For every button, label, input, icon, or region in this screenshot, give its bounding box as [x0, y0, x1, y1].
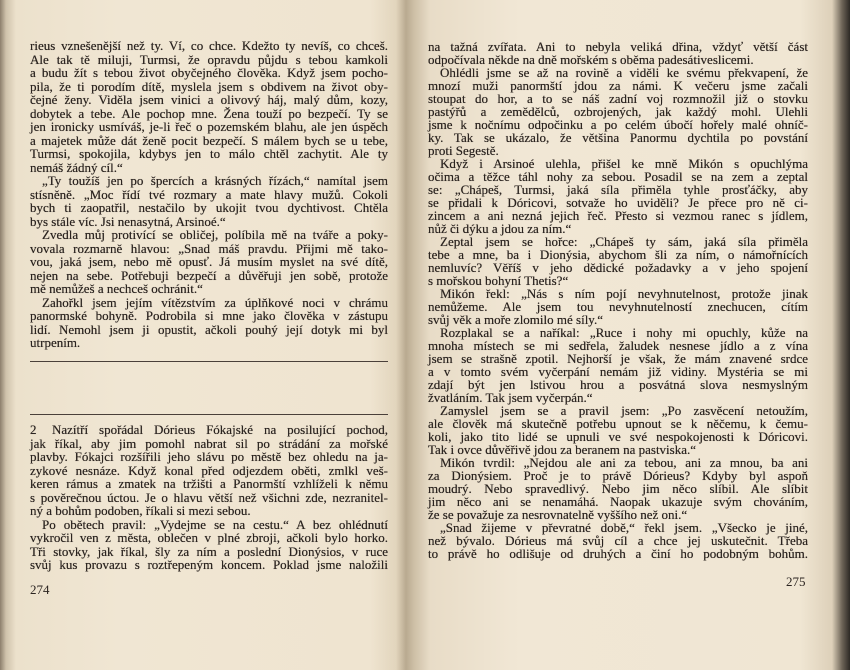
text-line: jen ironicky usmíváš, je-li řeč o pozemském blahu, ale jen úspěch [30, 119, 388, 134]
text-line: Zahořkl jsem jejím vítězstvím za úplňkové noci v chrámu [42, 294, 388, 310]
text-line: vovala rozmarně hlavou: „Snad máš pravdu. Přijmi mě tako- [30, 240, 388, 256]
text-line: Mikón řekl: „Nás s ním pojí nevyhnutelnost, protože jinak [440, 286, 808, 301]
right-page-text [428, 40, 808, 560]
text-line: utrpením. [30, 335, 81, 350]
paragraph [30, 296, 388, 350]
page-number-left: 274 [30, 582, 50, 597]
text-line: s mořskou bohyní Thetis?“ [428, 273, 569, 288]
text-line: keren rámus a zmatek na tržišti a Panormští vzhlíželi k němu [30, 476, 388, 491]
text-line: Rozplakal se a naříkal: „Ruce i nohy mi opuchly, kůže na [440, 325, 808, 340]
text-line: zykové nesnáze. Když konal před odjezdem oběti, zmlkl veš- [30, 462, 388, 478]
paragraph [30, 39, 388, 174]
text-line: stísněně. „Moc řídí tvé rozmary a mate hlavy mužů. Cokoli [30, 186, 388, 202]
text-line: se přidali k Dóricovi, sotvaže ho uviděli? Je přece pro ně ci- [428, 195, 808, 210]
left-page-top-text [30, 39, 388, 350]
text-line: „Ty toužíš jen po špercích a krásných řízách,“ namítal jsem [42, 173, 388, 188]
text-line: Zamyslel jsem se a pravil jsem: „Po zasvěcení netoužím, [440, 403, 808, 418]
text-line: se: „Chápeš, Turmsi, jaká síla přiměla tyhle prosťáčky, aby [428, 182, 808, 197]
text-line: panormské bohyně. Podrobila si mne jako člověka v zástupu [30, 308, 388, 323]
text-line: žvatláním. Tak jsem vyčerpán.“ [428, 390, 593, 405]
paragraph [428, 404, 808, 456]
text-line: svůj věk a moře zlomilo mé síly.“ [428, 312, 603, 327]
text-line: zdají být jen lstivou hrou a posvátná slova nesmyslným [428, 377, 808, 392]
paragraph [428, 326, 808, 404]
paragraph [428, 235, 808, 287]
paragraph [30, 228, 388, 296]
text-line: moudrý. Nebo spravedlivý. Nebo jim něco slíbil. Ale slíbit [428, 481, 808, 496]
text-line: pastýřů a zemědělců, ozbrojených, jak každý mohl. Ulehli [428, 104, 808, 119]
text-line: za Dionýsiem. Proč je to právě Dórieus? Kdyby byl aspoň [428, 468, 808, 483]
text-line: koli, jako tito lidé se upnuli ve své nespokojenosti k Dóricovi. [428, 429, 808, 444]
text-line: bych ti zaopatřil, nestačilo by ukojit tvou dychtivost. Chtěla [30, 200, 388, 215]
text-line: nůž či dýku a jdou za ním.“ [428, 221, 572, 236]
text-line: Ale tak tě miluji, Turmsi, že opravdu půjdu s tebou kamkoli [30, 51, 388, 67]
text-line: ky. Tak se ukázalo, že většina Panormu dychtila po povstání [428, 130, 808, 145]
text-line: mě nemůžeš a nechceš ochránit.“ [30, 281, 203, 296]
text-line: Turmsi, spokojila, kdybys jen to málo chtěl zachytit. Ale ty [30, 146, 388, 161]
text-line: ale člověk má skutečně potřebu upnout se k něčemu, k čemu- [428, 416, 808, 431]
text-line: než bývalo. Dórieus má svůj cíl a chce jej uskutečnit. Třeba [428, 533, 808, 548]
text-line: jsme k nočnímu odpočinku a po celém úbočí hořely malé ohníč- [428, 117, 808, 132]
text-line: Tak i ovce důvěřivě jdou za beranem na pastviska.“ [428, 442, 697, 457]
section-divider-top [30, 361, 388, 362]
paragraph [30, 174, 388, 228]
text-line: mnoha místech se mi sedřela, žaludek nesnese jídlo a z vína [428, 338, 808, 353]
text-line: Zvedla můj protivící se obličej, políbila mě na tváře a poky- [42, 227, 388, 242]
text-line: stoupat do hor, a to se náš zadní voj rozmnožil již o stovku [428, 91, 808, 106]
text-line: Mikón tvrdil: „Nejdou ale ani za tebou, ani za mnou, ba ani [440, 455, 808, 470]
text-line: plavby. Fókajci rozšířili jeho slávu po městě bez ohledu na ja- [30, 449, 388, 464]
text-line: a budu žít s tebou život obyčejného člověka. Když jsem pocho- [30, 65, 388, 80]
paragraph [428, 521, 808, 560]
text-line: vykročil ven z města, oblečen v plné zbroji, ačkoli bylo horko. [30, 530, 388, 545]
text-line: to právě ho odlišuje od druhých a činí ho podobným bohům. [428, 546, 808, 561]
text-line: a v tomto svém vyčerpání nemám již vidiny. Mystéria se mi [428, 364, 808, 379]
text-line: mnozí muži panormští jdou za námi. K večeru jsme začali [428, 78, 808, 93]
text-line: jim něco ani se nenamáhá. Naopak ukazuje svým chováním, [428, 494, 808, 509]
text-line: odpočívala někde na dně mořském s oběma padesátiveslicemi. [428, 52, 754, 67]
paragraph [428, 157, 808, 235]
text-line: ný a bohům podoben, říkali si mezi sebou. [30, 503, 251, 518]
text-line: jak říkal, aby jim pomohl nabrat sil po strádání za mořské [30, 435, 388, 451]
text-line: rieus vznešenější než ty. Ví, co chce. Kdežto ty nevíš, co chceš. [30, 38, 388, 53]
text-line [30, 423, 388, 437]
paragraph [30, 518, 388, 572]
text-line: Když i Arsinoé ulehla, přišel ke mně Mikón s opuchlýma [440, 156, 808, 171]
text-line: s pověrečnou úctou. Je o hlavu větší než všichni zde, nezranitel- [30, 489, 388, 505]
text-line: zincem a ani nezná jejich řeč. Přesto si vezmou ranec s jídlem, [428, 208, 808, 223]
text-line: že se považuje za nesrovnatelně vyššího než oni.“ [428, 507, 688, 522]
paragraph [428, 287, 808, 326]
text-line: Tři stovky, jak říkal, šly za ním a poslední Dionýsios, v ruce [30, 543, 388, 559]
text-line: čejné ženy. Viděla jsem vinici a olivový háj, malý dům, kozy, [30, 92, 388, 107]
text-line: Zeptal jsem se hořce: „Chápeš ty sám, jaká síla přiměla [440, 234, 808, 249]
left-page-section-2-text [30, 423, 388, 572]
text-line: vou, jaká jsem, nebo mě opusť. Já musím myslet na své dítě, [30, 254, 388, 269]
text-line: proti Segestě. [428, 143, 499, 158]
text-line: a majetek může dát ženě pocit bezpečí. S málem bych se u tebe, [30, 132, 388, 148]
paragraph [428, 66, 808, 157]
text-line: lidí. Nemohl jsem ji opustit, ačkoli pouhý její dotyk mi byl [30, 321, 388, 337]
text-line: svůj kus provazu s roztřepeným koncem. Poklad jsme naložili [30, 557, 388, 572]
section-number: 2 [30, 422, 37, 437]
text-line: očima a těžce táhl nohy za sebou. Posadil se na zem a zeptal [428, 169, 808, 184]
paragraph [30, 423, 388, 518]
text-line: „Snad žijeme v převratné době,“ řekl jsem. „Všecko je jiné, [440, 520, 808, 535]
text-line: Po obětech pravil: „Vydejme se na cestu.“ A bez ohlédnutí [42, 516, 388, 532]
text-line: Ohlédli jsme se až na rovině a viděli ke svému překvapení, že [440, 65, 808, 80]
text-line-content: Nazítří spořádal Dórieus Fókajské na posilující pochod, [52, 422, 388, 437]
paragraph [428, 456, 808, 521]
text-line: jsem se strašně zpotil. Nejhorší je však, že mám znavené srdce [428, 351, 808, 366]
text-line: bys stále víc. Jsi nenasytná, Arsinoé.“ [30, 213, 226, 229]
text-line: na tažná zvířata. Ani to nebyla veliká dřina, vždyť větší část [428, 39, 808, 54]
page-number-right: 275 [786, 574, 806, 589]
text-line: dobytek a tebe. Ale pochop mne. Žena touží po bezpečí. Ty se [30, 105, 388, 121]
text-line: nemáš žádný cíl.“ [30, 159, 123, 175]
text-line: pila, že ti porodím dítě, myslela jsem s obdivem na život oby- [30, 78, 388, 94]
text-line: nejen na sebe. Potřebuji bezpečí a důvěřuji jen sobě, protože [30, 267, 388, 283]
text-line: tebe a mne, ba i Dionýsia, abychom šli za ním, o námořnících [428, 247, 808, 262]
section-divider-bottom [30, 414, 388, 415]
paragraph [428, 40, 808, 66]
text-line: nemůžeme. Ale jsem tou nevyhnutelností znechucen, cítím [428, 299, 808, 314]
text-line: nemluvíc? Věříš v jeho dědické požadavky a v jeho spojení [428, 260, 808, 275]
